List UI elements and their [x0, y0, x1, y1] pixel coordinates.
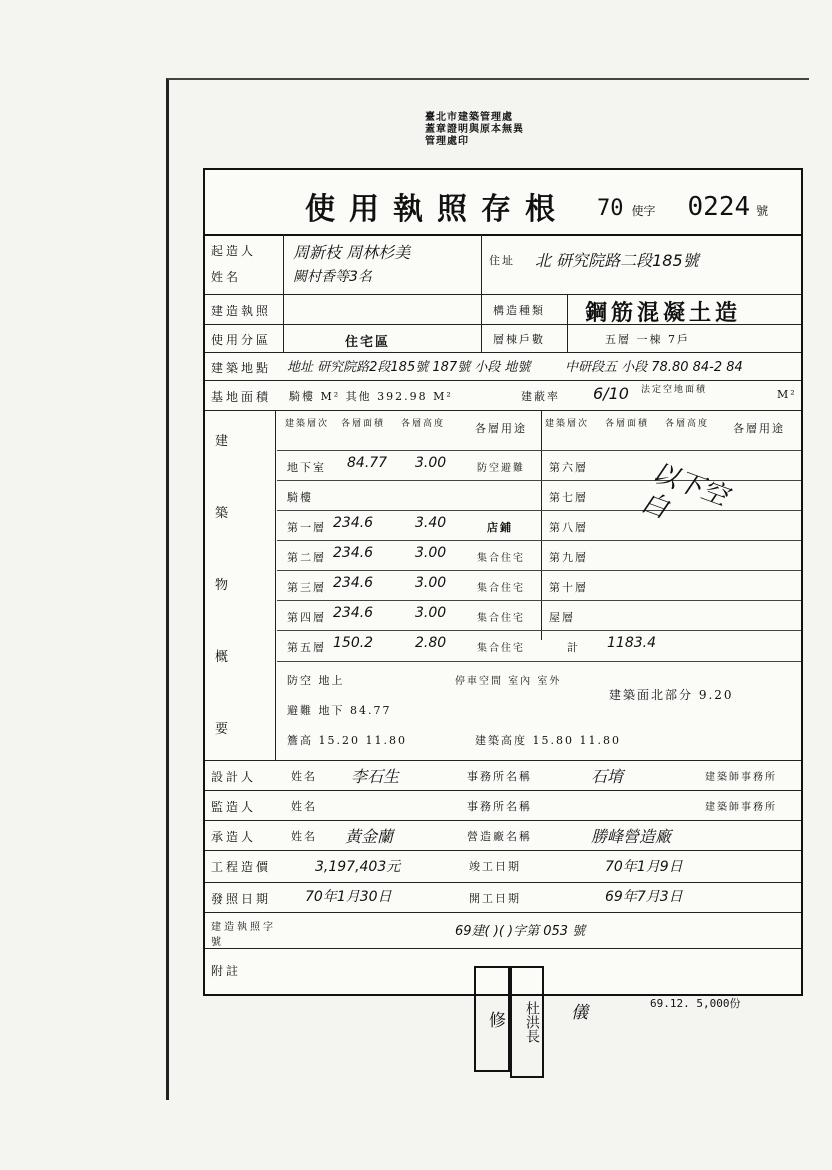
- wall-note: 建築面北部分 9.20: [609, 688, 734, 702]
- location-row: [205, 352, 801, 381]
- construction-row: [205, 294, 801, 325]
- floor-name: 地下室: [287, 461, 326, 474]
- remark-label: 附註: [211, 964, 242, 978]
- contractor-label: 承造人: [211, 830, 257, 844]
- designer-label: 設計人: [211, 770, 257, 784]
- floor-name: 第四層: [287, 611, 326, 624]
- floor-name: 第七層: [549, 491, 588, 504]
- col-header: 各層面積: [341, 419, 386, 429]
- certification-stamp: [425, 112, 665, 160]
- floor-area: 234.6: [333, 605, 374, 621]
- col-header: 各層用途: [733, 422, 785, 435]
- floor-use: 店鋪: [487, 521, 513, 534]
- eaves-height: 簷高 15.20 11.80: [287, 734, 407, 747]
- floor-name: 第五層: [287, 641, 326, 654]
- start-date: 69年7月3日: [605, 889, 683, 905]
- seal-stamp: 修: [474, 966, 510, 1072]
- signature-mark: 儀: [567, 1002, 587, 1020]
- owner-names: 周新枝 周林杉美: [293, 243, 411, 262]
- floor-area: 234.6: [333, 515, 374, 531]
- name-label: 姓名: [291, 830, 317, 843]
- building-overview: [205, 410, 801, 761]
- office-label: 營造廠名稱: [467, 830, 532, 843]
- shelter-label: 防空 地上: [287, 674, 345, 687]
- open-space-unit: M²: [777, 388, 797, 401]
- floor-height: 3.40: [415, 515, 447, 531]
- floor-use: 集合住宅: [477, 553, 525, 564]
- location-lot: 中研段五 小段 78.80 84-2 84: [565, 360, 743, 375]
- contractor-company: 勝峰營造廠: [591, 827, 672, 846]
- office-suffix: 建築師事務所: [705, 802, 777, 813]
- col-header: 建築層次: [285, 419, 330, 429]
- floor-name: 騎樓: [287, 491, 313, 504]
- col-header: 各層高度: [665, 419, 710, 429]
- coverage-label: 建蔽率: [521, 390, 560, 403]
- building-height: 建築高度 15.80 11.80: [475, 734, 621, 747]
- designer-name: 李石生: [351, 767, 400, 786]
- floor-name: 第二層: [287, 551, 326, 564]
- address-label: 住址: [489, 254, 515, 267]
- floor-name: 第一層: [287, 521, 326, 534]
- col-header: 各層高度: [401, 419, 446, 429]
- contractor-row: [205, 820, 801, 851]
- stamp-line: 臺北市建築管理處: [425, 112, 513, 123]
- side-label: 概: [215, 650, 232, 665]
- table-row: [277, 630, 801, 662]
- office-label: 事務所名稱: [467, 770, 532, 783]
- col-header: 各層用途: [475, 422, 527, 435]
- location-label: 建築地點: [211, 361, 272, 375]
- designer-office: 石堉: [591, 767, 624, 786]
- floor-name: 第九層: [549, 551, 588, 564]
- license-prefix: 使字: [631, 204, 656, 218]
- parking-label: 停車空間 室內 室外: [455, 676, 562, 687]
- table-row: [277, 600, 801, 631]
- office-suffix: 建築師事務所: [705, 772, 777, 783]
- void-note: 以下空白: [637, 457, 732, 525]
- floor-area: 84.77: [347, 455, 388, 471]
- cost-value: 3,197,403元: [315, 859, 401, 875]
- issue-date: 70年1月30日: [305, 889, 392, 905]
- construction-license-label: 建造執照: [211, 304, 272, 318]
- open-space-label: 法定空地面積: [641, 385, 708, 395]
- floor-height: 3.00: [415, 545, 447, 561]
- floor-use: 集合住宅: [477, 613, 525, 624]
- floor-height: 3.00: [415, 455, 447, 471]
- name-label: 姓名: [291, 800, 317, 813]
- floor-use: 集合住宅: [477, 643, 525, 654]
- floor-height: 3.00: [415, 605, 447, 621]
- designer-row: [205, 760, 801, 791]
- zoning-label: 使用分區: [211, 333, 272, 347]
- site-area-row: [205, 380, 801, 411]
- floors-label: 層棟戶數: [493, 333, 545, 346]
- license-suffix: 號: [756, 204, 769, 218]
- office-label: 事務所名稱: [467, 800, 532, 813]
- structure-label: 構造種類: [493, 304, 545, 317]
- license-year: 70: [597, 196, 624, 221]
- license-serial: 0224: [687, 192, 751, 222]
- cost-label: 工程造價: [211, 860, 272, 874]
- floors-value: 五層 一棟 7戶: [605, 333, 690, 346]
- license-number: [597, 192, 768, 222]
- floor-area: 150.2: [333, 635, 374, 651]
- form-title: 使用執照存根: [305, 192, 569, 227]
- site-area-value: 騎樓 M² 其他 392.98 M²: [289, 390, 453, 403]
- floor-name: 第十層: [549, 581, 588, 594]
- table-row: [277, 540, 801, 571]
- cost-row: [205, 850, 801, 883]
- floor-use: 防空避難: [477, 463, 525, 474]
- floor-name: 第六層: [549, 461, 588, 474]
- print-run-mark: 69.12. 5,000份: [650, 997, 741, 1010]
- permit-row: [205, 912, 801, 949]
- coverage-value: 6/10: [593, 384, 629, 403]
- total-area: 1183.4: [607, 635, 656, 651]
- floor-height: 2.80: [415, 635, 447, 651]
- floor-height: 3.00: [415, 575, 447, 591]
- zoning-value: 住宅區: [345, 335, 391, 350]
- name-label: 姓名: [291, 770, 317, 783]
- floor-name: 屋層: [549, 611, 575, 624]
- owner-address: 北 研究院路二段185號: [535, 251, 699, 270]
- form-header: [205, 170, 801, 236]
- usage-license-form: [203, 168, 803, 996]
- owner-row: [205, 234, 801, 295]
- floor-name: 第三層: [287, 581, 326, 594]
- table-row: [277, 450, 801, 481]
- permit-number: 69建( )( )字第 053 號: [455, 924, 586, 939]
- completion-date: 70年1月9日: [605, 859, 683, 875]
- issue-label: 發照日期: [211, 892, 272, 906]
- site-area-label: 基地面積: [211, 390, 272, 404]
- floor-name: 第八層: [549, 521, 588, 534]
- structure-type: 鋼筋混凝土造: [585, 300, 742, 326]
- contractor-name: 黃金蘭: [345, 827, 394, 846]
- col-header: 各層面積: [605, 419, 650, 429]
- side-label: 物: [215, 578, 232, 593]
- permit-label: 建造執照字號: [211, 922, 276, 948]
- side-label: 建: [215, 434, 232, 449]
- supervisor-row: [205, 790, 801, 821]
- location-address: 地址 研究院路2段185號 187號 小段 地號: [287, 360, 531, 375]
- floor-area: 234.6: [333, 545, 374, 561]
- supervisor-label: 監造人: [211, 800, 257, 814]
- floor-use: 集合住宅: [477, 583, 525, 594]
- owner-label: 起造人: [211, 244, 257, 258]
- side-label: 築: [215, 506, 232, 521]
- col-header: 建築層次: [545, 419, 590, 429]
- zoning-row: [205, 324, 801, 353]
- stamp-line: 蓋章證明與原本無異: [425, 124, 524, 135]
- completion-label: 竣工日期: [469, 860, 521, 873]
- evacuation-label: 避難 地下 84.77: [287, 704, 392, 717]
- owner-name-label: 姓名: [211, 270, 242, 284]
- table-row: [277, 570, 801, 601]
- floor-area: 234.6: [333, 575, 374, 591]
- issue-row: [205, 882, 801, 913]
- start-label: 開工日期: [469, 892, 521, 905]
- official-seal: 杜洪長: [510, 966, 544, 1078]
- total-label: 計: [567, 641, 580, 654]
- owner-names-cont: 闕村香等3名: [293, 269, 372, 285]
- side-label: 要: [215, 722, 232, 737]
- stamp-line: 管理處印: [425, 136, 469, 147]
